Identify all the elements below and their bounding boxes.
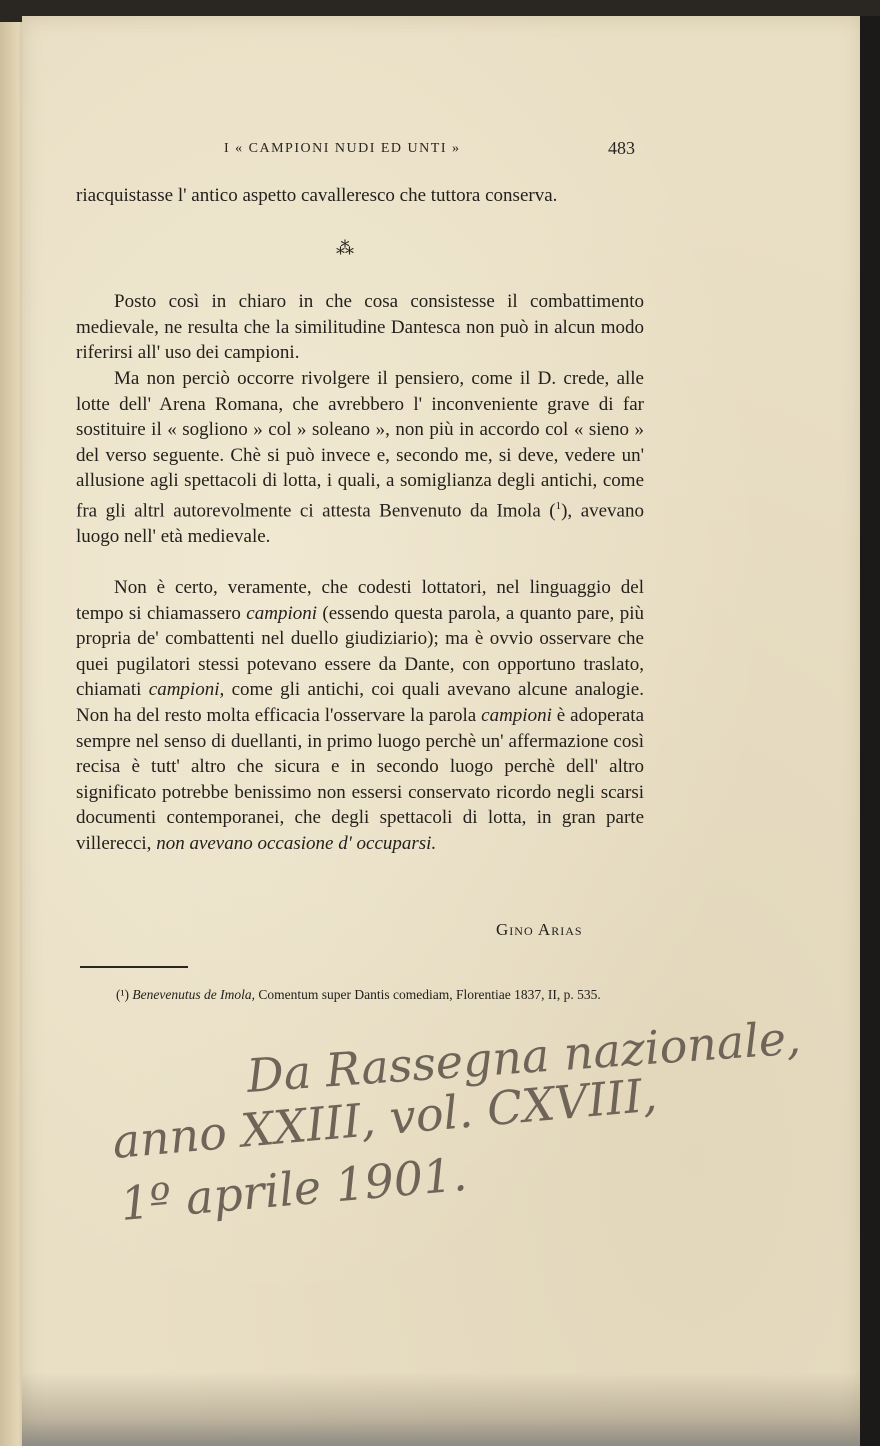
paragraph-non-e-certo [76,575,644,857]
paragraph-text: (essendo questa parola, a quanto pare, più propria de' combattenti nel duello giudiziario); ma è ovvio osservare che quei pugilatori stessi potevano essere da Dante, con opportuno traslato, chiamati [76,602,644,701]
paragraph-continuation: riacquistasse l' antico aspetto cavalleresco che tuttora conserva. [76,185,558,206]
paragraph-text: come gli antichi, coi quali avevano alcune analogie. Non ha del resto molta efficacia l'osservare la parola [76,679,644,726]
handwritten-line-3: 1º aprile 1901. [118,1146,469,1231]
footnote-author: Benevenutus de Imola, [132,987,256,1002]
footnote [78,984,662,1005]
paragraph-posto: Posto così in chiaro in che cosa consistesse il combattimento medievale, ne resulta che la similitudine Dantesca non può in alcun modo riferirsi all' uso dei campioni. [76,291,644,364]
footnote-ref: 1 [555,499,562,512]
scan-border [860,16,880,1446]
author-signature: Gino Arias [496,920,583,939]
italic-term: campioni [246,602,318,624]
footnote-marker: (¹) [116,987,130,1002]
asterism-divider: ⁂ [336,238,356,259]
page-number: 483 [608,138,635,158]
paragraph-text: è adoperata sempre nel senso di duellanti, in primo luogo perchè un' affermazione così recisa è tutt' altro che sicura e in secondo luogo perchè dell' altro significato potrebbe benissimo non essersi conservato ricordo negli scarsi documenti contemporanei, che degli spettacoli di lotta, in gran parte villerecci, [76,704,644,854]
italic-term: campioni, [148,679,225,701]
paragraph-text: Ma non perciò occorre rivolgere il pensiero, come il D. crede, alle lotte dell' Arena Romana, che avrebbero l' inconveniente grave di far sostituire il « sogliono » col » soleano », non più in accordo col « sieno » del verso seguente. Chè si può invece e, secondo me, si deve, vedere un' allusione agli spettacoli di lotta, i quali, a somiglianza degli antichi, come fra gli altrl autorevolmente ci attesta Benvenuto da Imola ( [76,368,644,522]
running-head: I « CAMPIONI NUDI ED UNTI » [224,141,461,156]
handwritten-line-2: anno XXIII, vol. CXVIII, [110,1067,660,1169]
italic-term: campioni [481,704,552,726]
italic-phrase: non avevano occasione d' occuparsi. [156,832,437,854]
paragraph-text: ), avevano luogo nell' età medievale. [76,500,644,547]
footnote-rule [80,966,188,968]
paragraph-ma-non-percio [76,366,644,549]
handwritten-note [100,1010,820,1240]
page-bottom-shadow [22,1372,862,1446]
handwritten-line-1: Da Rassegna nazionale, [245,1010,803,1103]
paragraph-text: Non è certo, veramente, che codesti lottatori, nel linguaggio del tempo si chiamassero [76,577,644,624]
footnote-text: Comentum super Dantis comediam, Florentiae 1837, II, p. 535. [255,987,601,1002]
